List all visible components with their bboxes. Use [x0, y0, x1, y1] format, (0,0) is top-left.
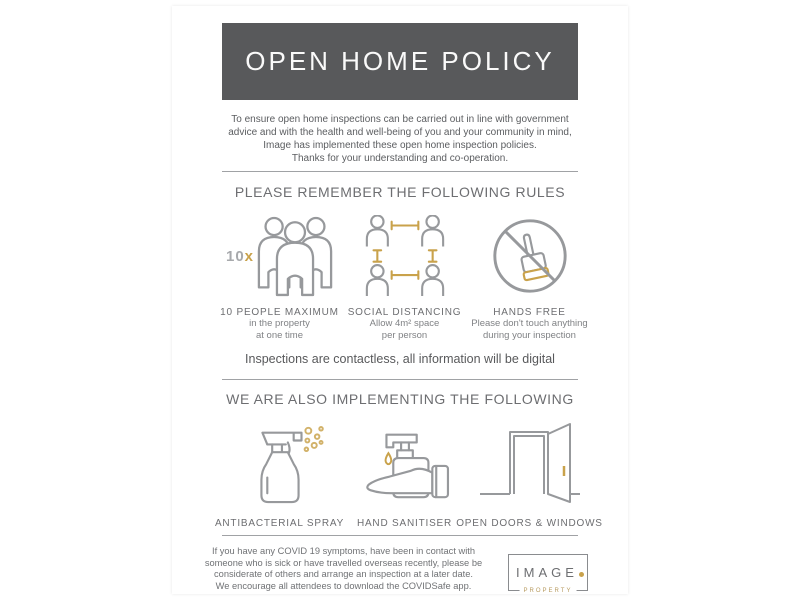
hands-free-icon-area	[488, 211, 572, 301]
rule-item-hands-free	[467, 211, 592, 342]
implementing-items-row	[214, 418, 603, 529]
ten-x-label	[226, 248, 254, 265]
hand-sanitiser-icon	[358, 421, 452, 503]
image-property-logo	[508, 554, 588, 594]
hand-sanitiser-icon-area	[358, 418, 452, 506]
rule-desc: at one time	[256, 330, 303, 341]
logo-wordmark	[516, 565, 584, 580]
logo-gold-dot-icon	[579, 572, 584, 577]
rule-title: 10 PEOPLE MAXIMUM	[220, 307, 339, 318]
rule-desc: Allow 4m² space	[369, 318, 440, 329]
people-maximum-icon-area	[226, 211, 333, 301]
open-door-icon-area	[478, 418, 582, 506]
implementing-section-heading: WE ARE ALSO IMPLEMENTING THE FOLLOWING	[226, 391, 574, 407]
footer-line: We encourage all attendees to download the COVIDSafe app.	[215, 580, 472, 591]
rule-title: HANDS FREE	[493, 307, 566, 318]
logo-tagline: PROPERTY	[520, 588, 577, 594]
section-divider	[222, 379, 578, 380]
rule-item-people-maximum	[217, 211, 342, 342]
implementing-title: OPEN DOORS & WINDOWS	[456, 518, 603, 529]
open-home-policy-poster	[172, 6, 628, 594]
rule-desc: per person	[381, 330, 428, 341]
social-distancing-icon-area	[363, 211, 447, 301]
intro-line: advice and with the health and well-being of you and your community in mind,	[228, 127, 572, 138]
rule-item-social-distancing	[342, 211, 467, 342]
implementing-item-antibacterial-spray	[214, 418, 345, 529]
spray-bottle-icon	[235, 419, 325, 505]
rule-desc: during your inspection	[483, 330, 576, 341]
ten-x-number: 10	[225, 247, 245, 265]
rules-items-row	[217, 211, 592, 342]
contactless-note: Inspections are contactless, all information will be digital	[245, 352, 555, 366]
rule-title: SOCIAL DISTANCING	[347, 307, 462, 318]
page-title: OPEN HOME POLICY	[245, 46, 555, 76]
covid-footer-note	[186, 546, 501, 592]
rule-desc: in the property	[249, 318, 310, 329]
footer-line: someone who is sick or have travelled overseas recently, please be	[204, 557, 483, 568]
implementing-title: HAND SANITISER	[356, 518, 453, 529]
intro-line: To ensure open home inspections can be carried out in line with government	[231, 114, 569, 125]
intro-line: Image has implemented these open home inspection policies.	[263, 140, 537, 151]
intro-paragraph	[200, 113, 600, 165]
no-touch-hand-icon	[488, 214, 572, 298]
social-distancing-icon	[363, 215, 447, 297]
section-divider	[222, 535, 578, 536]
implementing-item-hand-sanitiser	[342, 418, 467, 529]
open-door-icon	[478, 420, 582, 504]
ten-x-multiplier: x	[244, 247, 255, 265]
implementing-item-open-doors	[456, 418, 603, 529]
logo-text: IMAGE	[516, 565, 578, 580]
section-divider	[222, 171, 578, 172]
intro-line: Thanks for your understanding and co-operation.	[291, 153, 509, 164]
rules-section-heading: PLEASE REMEMBER THE FOLLOWING RULES	[234, 184, 566, 200]
title-banner	[222, 23, 578, 100]
footer-line: If you have any COVID 19 symptoms, have been in contact with	[211, 546, 476, 556]
implementing-title: ANTIBACTERIAL SPRAY	[214, 518, 345, 529]
footer-line: considerate of others and arrange an inspection at a later date.	[214, 569, 473, 579]
antibacterial-spray-icon-area	[235, 418, 325, 506]
people-group-icon	[257, 215, 333, 297]
rule-desc: Please don't touch anything	[471, 318, 588, 329]
